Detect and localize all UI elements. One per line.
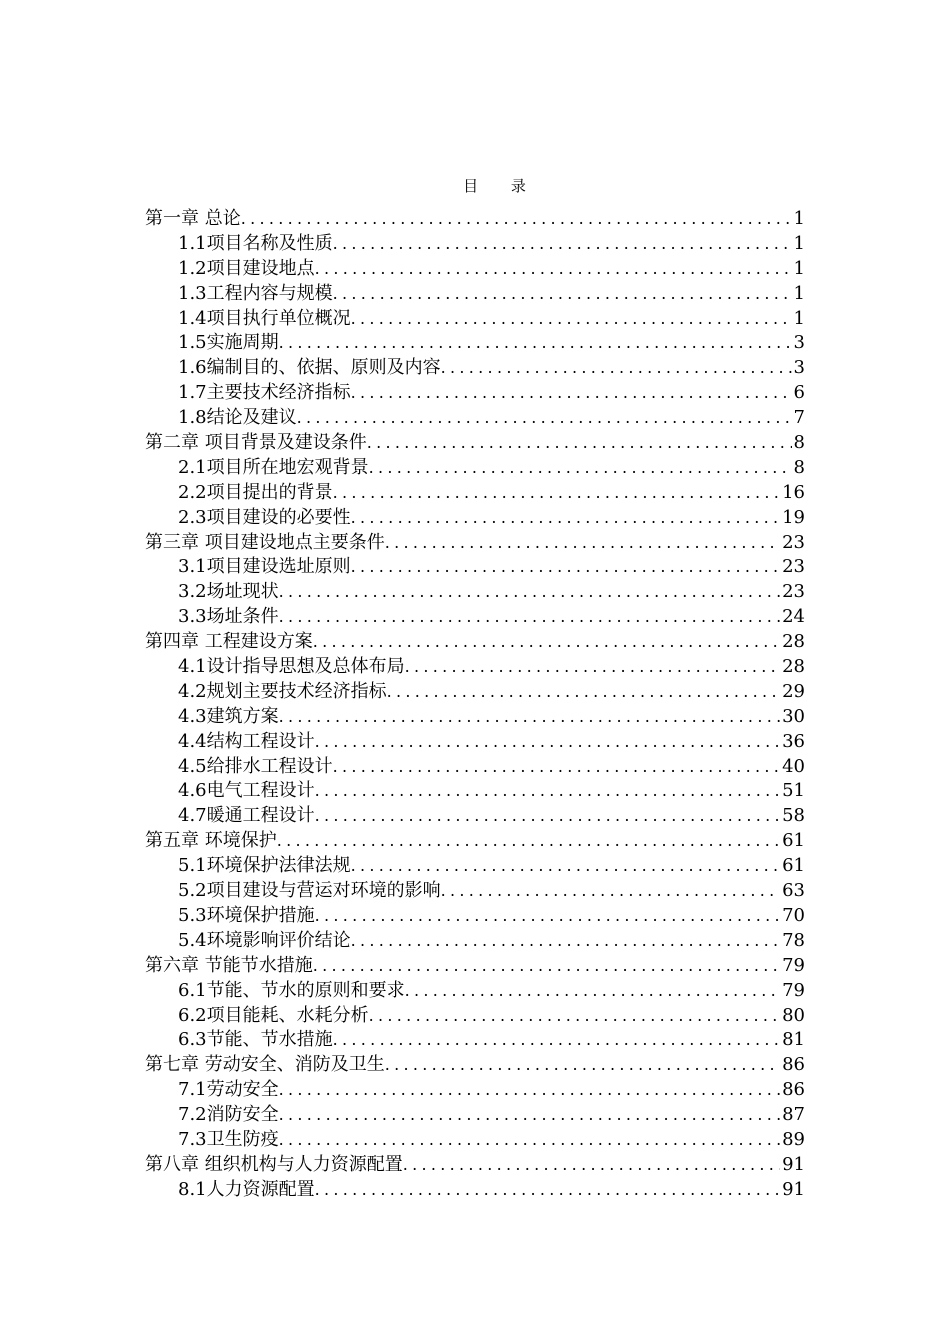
- toc-section-entry[interactable]: [145, 730, 805, 755]
- toc-page-number: 28: [782, 656, 805, 678]
- toc-dot-leader: [351, 381, 792, 406]
- toc-section-entry[interactable]: [145, 879, 805, 904]
- toc-dot-leader: [279, 1103, 780, 1128]
- toc-dot-leader: [313, 630, 780, 655]
- toc-page-number: 30: [782, 705, 805, 727]
- toc-page-number: 91: [782, 1178, 805, 1200]
- toc-page-number: 80: [782, 1004, 805, 1026]
- toc-dot-leader: [333, 1028, 780, 1053]
- toc-dot-leader: [315, 779, 780, 804]
- toc-section-entry[interactable]: [145, 904, 805, 929]
- toc-entry-label: 第一章 总论: [145, 208, 241, 229]
- toc-section-entry[interactable]: [145, 307, 805, 332]
- toc-dot-leader: [333, 755, 780, 780]
- toc-dot-leader: [405, 655, 780, 680]
- toc-section-entry[interactable]: [145, 356, 805, 381]
- toc-dot-leader: [369, 456, 792, 481]
- toc-section-entry[interactable]: [145, 1103, 805, 1128]
- toc-section-entry[interactable]: [145, 1128, 805, 1153]
- toc-dot-leader: [403, 1153, 780, 1178]
- toc-page-number: 89: [782, 1128, 805, 1150]
- toc-entry-label: 8.1人力资源配置: [178, 1178, 315, 1200]
- toc-page-number: 23: [782, 556, 805, 578]
- toc-entry-label: 第四章 工程建设方案: [145, 631, 313, 653]
- toc-page-number: 36: [782, 730, 805, 752]
- toc-section-entry[interactable]: [145, 232, 805, 257]
- toc-section-entry[interactable]: [145, 381, 805, 406]
- toc-section-entry[interactable]: [145, 929, 805, 954]
- toc-section-entry[interactable]: [145, 506, 805, 531]
- toc-page-number: 78: [782, 929, 805, 951]
- toc-page-number: 8: [793, 456, 805, 478]
- toc-page-number: 61: [782, 855, 805, 877]
- toc-section-entry[interactable]: [145, 456, 805, 481]
- toc-dot-leader: [385, 1053, 780, 1078]
- toc-entry-label: 6.2项目能耗、水耗分析: [178, 1004, 369, 1026]
- toc-page-number: 79: [782, 979, 805, 1001]
- toc-page-number: 61: [782, 830, 805, 852]
- toc-dot-leader: [367, 431, 792, 456]
- toc-section-entry[interactable]: [145, 1178, 805, 1203]
- toc-dot-leader: [279, 580, 780, 605]
- toc-page-number: 40: [782, 755, 805, 777]
- toc-entry-label: 第七章 劳动安全、消防及卫生: [145, 1054, 385, 1076]
- toc-dot-leader: [279, 331, 792, 356]
- toc-section-entry[interactable]: [145, 580, 805, 605]
- toc-chapter-entry[interactable]: [145, 431, 805, 456]
- toc-dot-leader: [385, 531, 780, 556]
- toc-dot-leader: [279, 1078, 780, 1103]
- toc-dot-leader: [277, 829, 780, 854]
- toc-page-number: 58: [782, 805, 805, 827]
- toc-entry-label: 4.5给排水工程设计: [178, 755, 333, 777]
- toc-dot-leader: [333, 282, 792, 307]
- toc-section-entry[interactable]: [145, 1004, 805, 1029]
- toc-page-number: 1: [793, 282, 805, 304]
- toc-entry-label: 第五章 环境保护: [145, 830, 277, 852]
- toc-entry-label: 4.3建筑方案: [178, 705, 279, 727]
- toc-dot-leader: [441, 879, 780, 904]
- toc-page-number: 86: [782, 1079, 805, 1101]
- toc-section-entry[interactable]: [145, 331, 805, 356]
- toc-entry-label: 7.1劳动安全: [178, 1079, 279, 1101]
- toc-entry-label: 3.3场址条件: [178, 606, 279, 628]
- toc-dot-leader: [333, 481, 780, 506]
- toc-page-number: 63: [782, 880, 805, 902]
- toc-section-entry[interactable]: [145, 779, 805, 804]
- toc-entry-label: 4.6电气工程设计: [178, 780, 315, 802]
- toc-dot-leader: [441, 356, 792, 381]
- toc-section-entry[interactable]: [145, 282, 805, 307]
- toc-dot-leader: [405, 979, 780, 1004]
- toc-section-entry[interactable]: [145, 1028, 805, 1053]
- toc-entry-label: 第二章 项目背景及建设条件: [145, 432, 367, 454]
- toc-chapter-entry[interactable]: [145, 531, 805, 556]
- toc-entry-label: 6.3节能、节水措施: [178, 1029, 333, 1051]
- toc-entry-label: 第六章 节能节水措施: [145, 954, 313, 976]
- toc-dot-leader: [279, 1128, 780, 1153]
- toc-section-entry[interactable]: [145, 854, 805, 879]
- toc-page-number: 16: [782, 481, 805, 503]
- toc-dot-leader: [315, 904, 780, 929]
- toc-chapter-entry[interactable]: [145, 630, 805, 655]
- toc-entry-label: 2.1项目所在地宏观背景: [178, 456, 369, 478]
- toc-page-number: 28: [782, 631, 805, 653]
- toc-entry-label: 5.1环境保护法律法规: [178, 855, 351, 877]
- toc-dot-leader: [279, 605, 780, 630]
- toc-dot-leader: [351, 307, 792, 332]
- toc-section-entry[interactable]: [145, 406, 805, 431]
- toc-entry-label: 5.3环境保护措施: [178, 904, 315, 926]
- toc-page-number: 87: [782, 1104, 805, 1126]
- toc-entry-label: 4.1设计指导思想及总体布局: [178, 656, 405, 678]
- toc-entry-label: 1.1项目名称及性质: [178, 232, 333, 254]
- toc-dot-leader: [315, 1178, 780, 1203]
- toc-dot-leader: [315, 730, 780, 755]
- toc-chapter-entry[interactable]: [145, 1053, 805, 1078]
- toc-entry-label: 第三章 项目建设地点主要条件: [145, 531, 385, 553]
- toc-section-entry[interactable]: [145, 804, 805, 829]
- toc-page-number: 24: [782, 606, 805, 628]
- toc-entry-label: 1.8结论及建议: [178, 407, 297, 429]
- toc-section-entry[interactable]: [145, 755, 805, 780]
- toc-section-entry[interactable]: [145, 655, 805, 680]
- toc-title: 目 录: [463, 177, 540, 195]
- toc-page-number: 6: [793, 382, 805, 404]
- toc-section-entry[interactable]: [145, 1078, 805, 1103]
- toc-dot-leader: [297, 406, 792, 431]
- toc-dot-leader: [387, 680, 780, 705]
- toc-entry-label: 1.5实施周期: [178, 332, 279, 354]
- toc-dot-leader: [313, 954, 780, 979]
- toc-entry-label: 6.1节能、节水的原则和要求: [178, 979, 405, 1001]
- toc-entry-label: 3.1项目建设选址原则: [178, 556, 351, 578]
- toc-page-number: 79: [782, 954, 805, 976]
- toc-page-number: 3: [793, 357, 805, 379]
- toc-page-number: 86: [782, 1054, 805, 1076]
- toc-entry-label: 4.4结构工程设计: [178, 730, 315, 752]
- toc-dot-leader: [351, 929, 780, 954]
- table-of-contents: [145, 207, 805, 1203]
- toc-chapter-entry[interactable]: [145, 207, 805, 232]
- toc-entry-label: 5.2项目建设与营运对环境的影响: [178, 880, 441, 902]
- toc-page-number: 23: [782, 581, 805, 603]
- toc-entry-label: 4.2规划主要技术经济指标: [178, 680, 387, 702]
- toc-page-number: 51: [782, 780, 805, 802]
- toc-page-number: 1: [793, 257, 805, 279]
- toc-page-number: 8: [793, 432, 805, 454]
- toc-entry-label: 1.6编制目的、依据、原则及内容: [178, 357, 441, 379]
- toc-entry-label: 5.4环境影响评价结论: [178, 929, 351, 951]
- toc-dot-leader: [351, 506, 780, 531]
- toc-page-number: 7: [793, 407, 805, 429]
- toc-page-number: 1: [793, 232, 805, 254]
- toc-dot-leader: [333, 232, 792, 257]
- toc-page-number: 70: [782, 904, 805, 926]
- toc-entry-label: 4.7暖通工程设计: [178, 805, 315, 827]
- toc-entry-label: 1.3工程内容与规模: [178, 282, 333, 304]
- toc-entry-label: 1.7主要技术经济指标: [178, 382, 351, 404]
- toc-entry-label: 7.2消防安全: [178, 1104, 279, 1126]
- toc-page-number: 81: [782, 1029, 805, 1051]
- toc-chapter-entry[interactable]: [145, 1153, 805, 1178]
- toc-page-number: 91: [782, 1153, 805, 1175]
- toc-page-number: 1: [793, 307, 805, 329]
- toc-page-number: 23: [782, 531, 805, 553]
- toc-section-entry[interactable]: [145, 257, 805, 282]
- toc-dot-leader: [351, 854, 780, 879]
- toc-section-entry[interactable]: [145, 555, 805, 580]
- toc-entry-label: 第八章 组织机构与人力资源配置: [145, 1153, 403, 1175]
- toc-entry-label: 7.3卫生防疫: [178, 1128, 279, 1150]
- toc-section-entry[interactable]: [145, 979, 805, 1004]
- toc-page-number: 1: [793, 208, 805, 229]
- toc-page-number: 3: [793, 332, 805, 354]
- toc-dot-leader: [279, 705, 780, 730]
- toc-section-entry[interactable]: [145, 705, 805, 730]
- toc-dot-leader: [315, 257, 792, 282]
- toc-dot-leader: [315, 804, 780, 829]
- toc-dot-leader: [351, 555, 780, 580]
- toc-entry-label: 2.2项目提出的背景: [178, 481, 333, 503]
- toc-chapter-entry[interactable]: [145, 829, 805, 854]
- toc-section-entry[interactable]: [145, 605, 805, 630]
- toc-section-entry[interactable]: [145, 680, 805, 705]
- toc-entry-label: 3.2场址现状: [178, 581, 279, 603]
- toc-entry-label: 1.2项目建设地点: [178, 257, 315, 279]
- toc-page-number: 29: [782, 680, 805, 702]
- toc-entry-label: 1.4项目执行单位概况: [178, 307, 351, 329]
- toc-page-number: 19: [782, 506, 805, 528]
- toc-section-entry[interactable]: [145, 481, 805, 506]
- toc-chapter-entry[interactable]: [145, 954, 805, 979]
- toc-entry-label: 2.3项目建设的必要性: [178, 506, 351, 528]
- toc-dot-leader: [369, 1004, 780, 1029]
- toc-dot-leader: [241, 207, 792, 232]
